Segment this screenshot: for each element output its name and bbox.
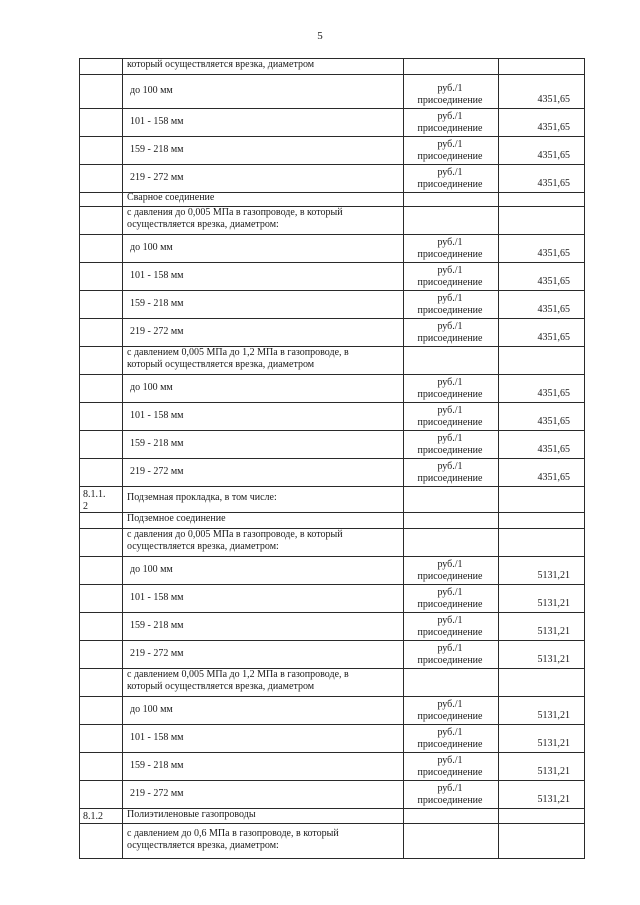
row-description: который осуществляется врезка, диаметром: [127, 359, 315, 370]
row-rule: [79, 858, 585, 859]
row-description: Сварное соединение: [127, 192, 215, 203]
row-description: который осуществляется врезка, диаметром: [127, 681, 315, 692]
row-description: который осуществляется врезка, диаметром: [127, 59, 315, 70]
row-number: 8.1.1. 2: [83, 489, 106, 512]
price-value: 5131,21: [537, 598, 570, 609]
price-value: 4351,65: [537, 122, 570, 133]
unit-of-measure: руб./1: [437, 461, 463, 472]
unit-of-measure: присоединение: [417, 795, 483, 806]
row-description: с давлением до 0,6 МПа в газопроводе, в который: [127, 828, 339, 839]
unit-of-measure: присоединение: [417, 739, 483, 750]
unit-of-measure: присоединение: [417, 389, 483, 400]
row-rule: [79, 752, 585, 753]
price-value: 5131,21: [537, 654, 570, 665]
price-value: 5131,21: [537, 626, 570, 637]
unit-of-measure: присоединение: [417, 767, 483, 778]
row-description: с давления до 0,005 МПа в газопроводе, в который: [127, 207, 343, 218]
row-description: Полиэтиленовые газопроводы: [127, 809, 256, 820]
unit-of-measure: руб./1: [437, 139, 463, 150]
unit-of-measure: руб./1: [437, 111, 463, 122]
row-description: 159 - 218 мм: [130, 760, 184, 771]
unit-of-measure: присоединение: [417, 179, 483, 190]
unit-of-measure: руб./1: [437, 293, 463, 304]
row-rule: [79, 556, 585, 557]
row-description: 159 - 218 мм: [130, 144, 184, 155]
unit-of-measure: руб./1: [437, 377, 463, 388]
row-rule: [79, 290, 585, 291]
unit-of-measure: присоединение: [417, 627, 483, 638]
unit-of-measure: присоединение: [417, 277, 483, 288]
row-rule: [79, 724, 585, 725]
row-description: с давления до 0,005 МПа в газопроводе, в который: [127, 529, 343, 540]
unit-of-measure: присоединение: [417, 417, 483, 428]
price-value: 4351,65: [537, 304, 570, 315]
price-value: 4351,65: [537, 332, 570, 343]
row-description: до 100 мм: [130, 242, 173, 253]
price-value: 5131,21: [537, 738, 570, 749]
row-rule: [79, 234, 585, 235]
row-description: 101 - 158 мм: [130, 116, 184, 127]
unit-of-measure: руб./1: [437, 433, 463, 444]
row-rule: [79, 402, 585, 403]
price-value: 5131,21: [537, 766, 570, 777]
row-description: осуществляется врезка, диаметром:: [127, 219, 279, 230]
row-number: 8.1.2: [83, 811, 103, 822]
row-description: 101 - 158 мм: [130, 732, 184, 743]
row-rule: [79, 486, 585, 487]
price-value: 4351,65: [537, 248, 570, 259]
row-rule: [79, 823, 585, 824]
row-rule: [79, 458, 585, 459]
unit-of-measure: руб./1: [437, 615, 463, 626]
price-value: 4351,65: [537, 178, 570, 189]
row-description: Подземное соединение: [127, 513, 226, 524]
row-description: 159 - 218 мм: [130, 438, 184, 449]
unit-of-measure: руб./1: [437, 559, 463, 570]
unit-of-measure: присоединение: [417, 599, 483, 610]
unit-of-measure: присоединение: [417, 473, 483, 484]
row-description: 101 - 158 мм: [130, 592, 184, 603]
row-description: 101 - 158 мм: [130, 270, 184, 281]
row-rule: [79, 780, 585, 781]
row-rule: [79, 318, 585, 319]
row-rule: [79, 262, 585, 263]
row-description: с давлением 0,005 МПа до 1,2 МПа в газопроводе, в: [127, 669, 349, 680]
row-description: 159 - 218 мм: [130, 298, 184, 309]
row-description: до 100 мм: [130, 704, 173, 715]
unit-of-measure: присоединение: [417, 305, 483, 316]
row-description: 159 - 218 мм: [130, 620, 184, 631]
price-value: 4351,65: [537, 416, 570, 427]
row-rule: [79, 74, 585, 75]
row-rule: [79, 696, 585, 697]
row-description: 219 - 272 мм: [130, 172, 184, 183]
unit-of-measure: присоединение: [417, 95, 483, 106]
unit-of-measure: присоединение: [417, 249, 483, 260]
row-description: 219 - 272 мм: [130, 788, 184, 799]
unit-of-measure: присоединение: [417, 445, 483, 456]
unit-of-measure: руб./1: [437, 167, 463, 178]
price-value: 4351,65: [537, 388, 570, 399]
price-value: 5131,21: [537, 794, 570, 805]
unit-of-measure: присоединение: [417, 123, 483, 134]
row-description: Подземная прокладка, в том числе:: [127, 492, 277, 503]
row-description: 101 - 158 мм: [130, 410, 184, 421]
unit-of-measure: присоединение: [417, 711, 483, 722]
row-description: осуществляется врезка, диаметром:: [127, 840, 279, 851]
price-value: 4351,65: [537, 150, 570, 161]
row-rule: [79, 612, 585, 613]
unit-of-measure: руб./1: [437, 643, 463, 654]
unit-of-measure: руб./1: [437, 727, 463, 738]
price-value: 4351,65: [537, 472, 570, 483]
row-rule: [79, 430, 585, 431]
price-value: 4351,65: [537, 94, 570, 105]
unit-of-measure: присоединение: [417, 571, 483, 582]
row-description: до 100 мм: [130, 564, 173, 575]
unit-of-measure: руб./1: [437, 237, 463, 248]
unit-of-measure: руб./1: [437, 699, 463, 710]
row-description: 219 - 272 мм: [130, 466, 184, 477]
unit-of-measure: руб./1: [437, 83, 463, 94]
row-rule: [79, 164, 585, 165]
row-rule: [79, 584, 585, 585]
row-rule: [79, 136, 585, 137]
price-value: 4351,65: [537, 444, 570, 455]
row-description: до 100 мм: [130, 382, 173, 393]
unit-of-measure: руб./1: [437, 265, 463, 276]
unit-of-measure: руб./1: [437, 321, 463, 332]
page-number: 5: [317, 30, 323, 42]
row-description: 219 - 272 мм: [130, 326, 184, 337]
row-description: 219 - 272 мм: [130, 648, 184, 659]
unit-of-measure: руб./1: [437, 405, 463, 416]
price-value: 5131,21: [537, 710, 570, 721]
row-description: с давлением 0,005 МПа до 1,2 МПа в газопроводе, в: [127, 347, 349, 358]
unit-of-measure: присоединение: [417, 151, 483, 162]
unit-of-measure: присоединение: [417, 333, 483, 344]
unit-of-measure: руб./1: [437, 783, 463, 794]
unit-of-measure: руб./1: [437, 587, 463, 598]
price-value: 4351,65: [537, 276, 570, 287]
row-rule: [79, 640, 585, 641]
price-value: 5131,21: [537, 570, 570, 581]
unit-of-measure: руб./1: [437, 755, 463, 766]
unit-of-measure: присоединение: [417, 655, 483, 666]
row-rule: [79, 108, 585, 109]
row-rule: [79, 374, 585, 375]
row-description: до 100 мм: [130, 85, 173, 96]
row-description: осуществляется врезка, диаметром:: [127, 541, 279, 552]
